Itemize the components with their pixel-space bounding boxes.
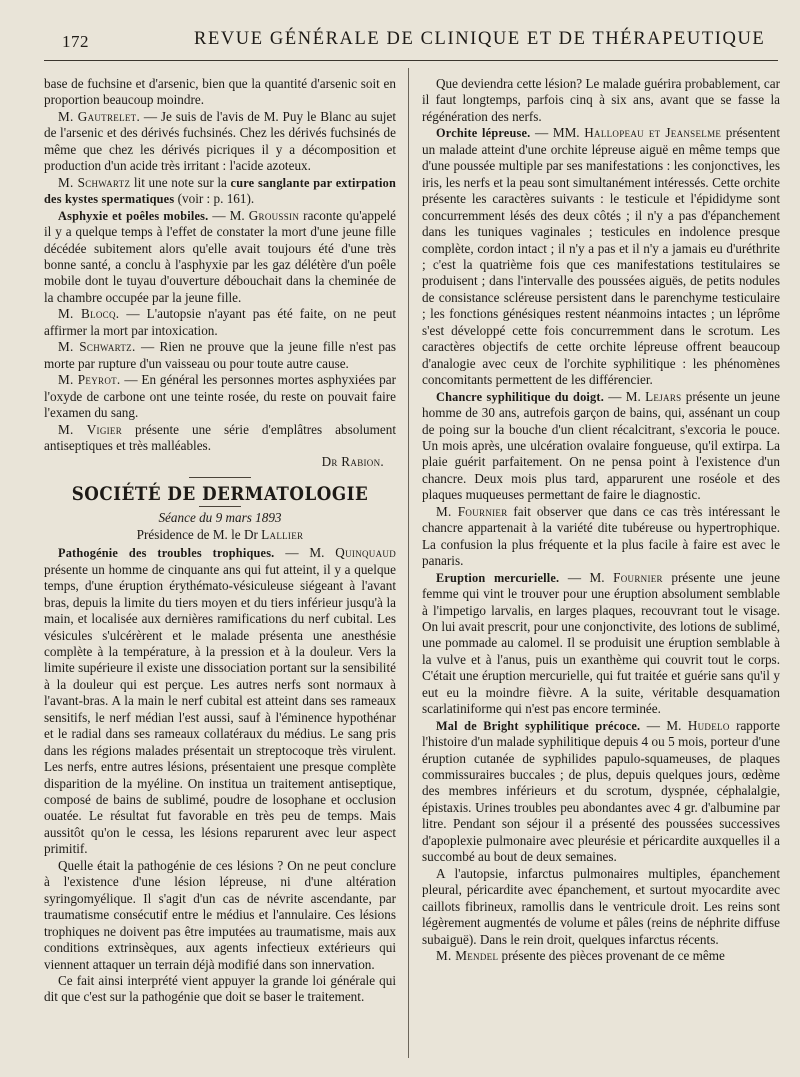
speaker-name: M. Schwartz. xyxy=(58,339,136,355)
paragraph: Eruption mercurielle. — M. Fournier présente une jeune femme qui vint le trouver pour une éruption absolument semblable à l'impetigo larvalis, en larges plaques, recouvrant tout le visage. On lui avait prescrit, pour une conjonctivite, des lotions de sublimé, une pommade au calomel. Il se produisit une éruption semblable à la vulve et à l'anus, puis un exanthème qui couvrit tout le corps. C'était une éruption mercurielle, qui fut traitée et guérie sans qu'il y eut eu la moindre fièvre. A la suite, véritable desquamation scarlatiniforme qui n'est pas encore terminée. xyxy=(422,569,780,717)
paragraph: M. Blocq. — L'autopsie n'ayant pas été faite, on ne peut affirmer la mort par intoxication. xyxy=(44,306,396,338)
paragraph: M. Peyrot. — En général les personnes mortes asphyxiées par l'oxyde de carbone ont une teinte rosée, du reste on pouvait faire l'examen du sang. xyxy=(44,372,396,421)
speaker-name: M. Gautrelet. xyxy=(58,108,141,124)
speaker-name: Lejars xyxy=(645,388,682,404)
presidency: Présidence de M. le Dr Lallier xyxy=(136,526,304,542)
speaker-name: M. Schwartz xyxy=(58,174,131,190)
text-columns xyxy=(44,76,780,1066)
speaker-name: Quinquaud xyxy=(335,545,396,561)
speaker-name: M. Blocq. xyxy=(58,306,120,322)
paragraph: Asphyxie et poêles mobiles. — M. Groussin raconte qu'appelé il y a quelque temps à l'effet de constater la mort d'une jeune fille décédée subitement alors qu'elle avait toujours été d'une très bonne santé, a conclu à l'asphyxie par les gaz délétère d'un poêle mobile dont le tuyau d'ouverture débouchait dans la cheminée de la chambre occupée par la jeune fille. xyxy=(44,207,396,305)
speaker-name: Hallopeau et Jeanselme xyxy=(584,125,722,141)
paragraph: Orchite lépreuse. — MM. Hallopeau et Jeanselme présentent un malade atteint d'une orchite lépreuse aiguë en même temps que d'une poussée multiple par ses manifestations : les conjonctives, les iris, les nerfs et la peau sont simultanément intéressés. Cette orchite présente les caractères suivants : le testicule et l'épididyme sont concurremment lésés des deux côtés ; il n'y a pas d'épanchement dans les tuniques vaginales ; testicules en indolence presque complète, cordon intact ; il n'y a pas et il n'y a jamais eu d'uréthrite ; c'est la quatrième fois que ces manifestations testitulaires se produisent ; dans l'intervalle des poussées aiguës, de petits nodules de consistance scléreuse persistent dans le parenchyme testiculaire ; les fonctions génésiques restent néanmoins intactes ; un léprôme s'est développé cette fois concurremment dans le scrotum. Les caractères objectifs de cette orchite lépreuse offrent beaucoup d'analogie avec ceux de l'orchite syphilitique : les phénomènes concomitants permettent de les différencier. xyxy=(422,125,780,388)
speaker-name: Fournier xyxy=(613,569,663,585)
paragraph: M. Mendel présente des pièces provenant de ce même xyxy=(436,948,725,964)
topic-heading: Orchite lépreuse. xyxy=(436,126,531,141)
paragraph: Chancre syphilitique du doigt. — M. Lejars présente un jeune homme de 30 ans, autrefois garçon de bains, qui, assénant un coup de poing sur la bouche d'un client récalcitrant, s'excoria le pouce. Un mois après, une ulcération ovalaire fongueuse, qu'il extirpa. La plaie guérit parfaitement. On ne pensa point à l'existence d'un chancre. Deux mois plus tard, apparurent une roséole et des plaques muqueuses permettant de faire le diagnostic. xyxy=(422,388,780,503)
section-separator xyxy=(189,477,251,478)
topic-heading: Asphyxie et poêles mobiles. xyxy=(58,208,209,223)
paragraph: M. Schwartz lit une note sur la cure sanglante par extirpation des kystes spermatiques (voir : p. 161). xyxy=(44,174,396,207)
running-title: REVUE GÉNÉRALE DE CLINIQUE ET DE THÉRAPEUTIQUE xyxy=(194,29,766,49)
speaker-name: Hudelo xyxy=(687,717,730,733)
society-title: SOCIÉTÉ DE DERMATOLOGIE xyxy=(71,482,369,505)
president-name: Lallier xyxy=(261,526,304,542)
paragraph: Mal de Bright syphilitique précoce. — M. Hudelo rapporte l'histoire d'un malade syphilitique depuis 4 ou 5 mois, porteur d'une éruption cutanée de syphilides papulo-squameuses, de plaques commissuraires buccales ; de plus, depuis quelques jours, œdème des membres inférieurs et du scrotum, dyspnée, céphalalgie, épistaxis. Urines troubles peu abondantes avec 4 gr. d'albumine par litre. Pendant son séjour il a présenté des poussées successives d'apoplexie pulmonaire avec pleurésie et péricardite auxquelles il a succombé au bout de deux semaines. xyxy=(422,717,780,865)
speaker-name: M. Peyrot. xyxy=(58,372,121,388)
topic-heading: cure sanglante par extirpation des kystes spermatiques xyxy=(44,175,396,207)
signature: Dr Rabion. xyxy=(321,454,384,470)
page-number: 172 xyxy=(62,32,89,51)
speaker-name: M. Fournier xyxy=(436,503,508,519)
topic-heading: Eruption mercurielle. xyxy=(436,570,560,585)
speaker-name: M. Mendel xyxy=(436,948,499,964)
paragraph: Quelle était la pathogénie de ces lésions ? On ne peut conclure à l'existence d'une lésion lépreuse, ni d'une altération syringomyélique. Il s'agit d'un cas de névrite ascendante, par traumatisme consécutif entre le médius et l'annulaire. Ces lésions trophiques ne doivent pas être imputées au traumatisme, mais aux conditions extrinsèques, aux agents infectieux extérieurs qui viennent attaquer un terrain déjà modifié dans son innervation. xyxy=(44,857,396,972)
topic-heading: Mal de Bright syphilitique précoce. xyxy=(436,718,641,733)
paragraph: Pathogénie des troubles trophiques. — M. Quinquaud présente un homme de cinquante ans qui fut atteint, il y a quelque temps, d'une éruption érythémato-vésiculeuse siégeant à l'avant bras, depuis la limite du tiers moyen et du tiers inférieur jusqu'à la main, et localisée aux dernières ramifications du nerf cubital. Les vésicules s'ulcérèrent et le malade présenta une anesthésie complète à la température, à la pression et à la douleur. Vers la limite supérieure il existe une dissociation portant sur la sensibilité à la douleur qui est perçue. Les autres nerfs sont normaux à l'avant-bras. A la main le nerf cubital est atteint dans ses rameaux sensitifs, le nerf médian l'est aussi, sauf à l'éminence hypothénar et le radial dans ses rameaux collatéraux du médius. Le sang pris dans les régions malades présentait un streptocoque très virulent. Les nerfs, entre autres lésions, présentaient une presque complète disparition de la myéline. On institua un traitement antiseptique, composé de bains de sublimé, poudre de losophane et occlusion ouatée. Le résultat fut favorable en très peu de temps. Mais aussitôt qu'on le cessa, les lésions reparurent avec leur aspect primitif. xyxy=(44,545,396,857)
session-date: Séance du 9 mars 1893 xyxy=(158,510,282,526)
header-rule xyxy=(44,60,778,61)
paragraph: M. Schwartz. — Rien ne prouve que la jeune fille n'est pas morte par rupture d'un vaisseau ou pour toute autre cause. xyxy=(44,339,396,371)
topic-heading: Pathogénie des troubles trophiques. xyxy=(58,546,275,561)
column-divider xyxy=(408,68,409,1058)
speaker-name: Groussin xyxy=(248,207,300,223)
left-column xyxy=(44,76,396,1066)
title-underline xyxy=(199,506,241,507)
page-header xyxy=(44,26,778,54)
paragraph: A l'autopsie, infarctus pulmonaires multiples, épanchement pleural, péricardite avec épanchement, et surtout myocardite avec caillots fibrineux, ramollis dans le ventricule droit. Les reins sont légèrement augmentés de volume et pâles (reins de néphrite diffuse subaiguë). Dans le rein droit, quelques infarctus récents. xyxy=(422,865,780,947)
topic-heading: Chancre syphilitique du doigt. xyxy=(436,389,604,404)
paragraph: M. Vigier présente une série d'emplâtres absolument antiseptiques et très malléables. xyxy=(44,421,396,453)
paragraph: Ce fait ainsi interprété vient appuyer la grande loi générale qui dit que c'est sur la pathogénie que doit se baser le traitement. xyxy=(44,973,396,1005)
paragraph: Que deviendra cette lésion? Le malade guérira probablement, car il faut longtemps, parfois cinq à six ans, avant que se fasse la régénération des nerfs. xyxy=(422,76,780,124)
speaker-name: M. Vigier xyxy=(58,421,123,437)
paragraph: M. Fournier fait observer que dans ce cas très intéressant le chancre appartenait à la variété dite tubéreuse ou hypertrophique. La confusion la plus fréquente et la plus facile à faire est avec le panaris. xyxy=(422,503,780,569)
paragraph: M. Gautrelet. — Je suis de l'avis de M. Puy le Blanc au sujet de l'arsenic et des dérivés fuchsinés. Chez les dérivés fuchsinés de même que chez les dérivés picriques il y a décomposition et production d'un acide très irritant : l'acide azoteux. xyxy=(44,108,396,174)
paragraph: base de fuchsine et d'arsenic, bien que la quantité d'arsenic soit en proportion beaucoup moindre. xyxy=(44,76,396,108)
right-column xyxy=(422,76,780,1066)
